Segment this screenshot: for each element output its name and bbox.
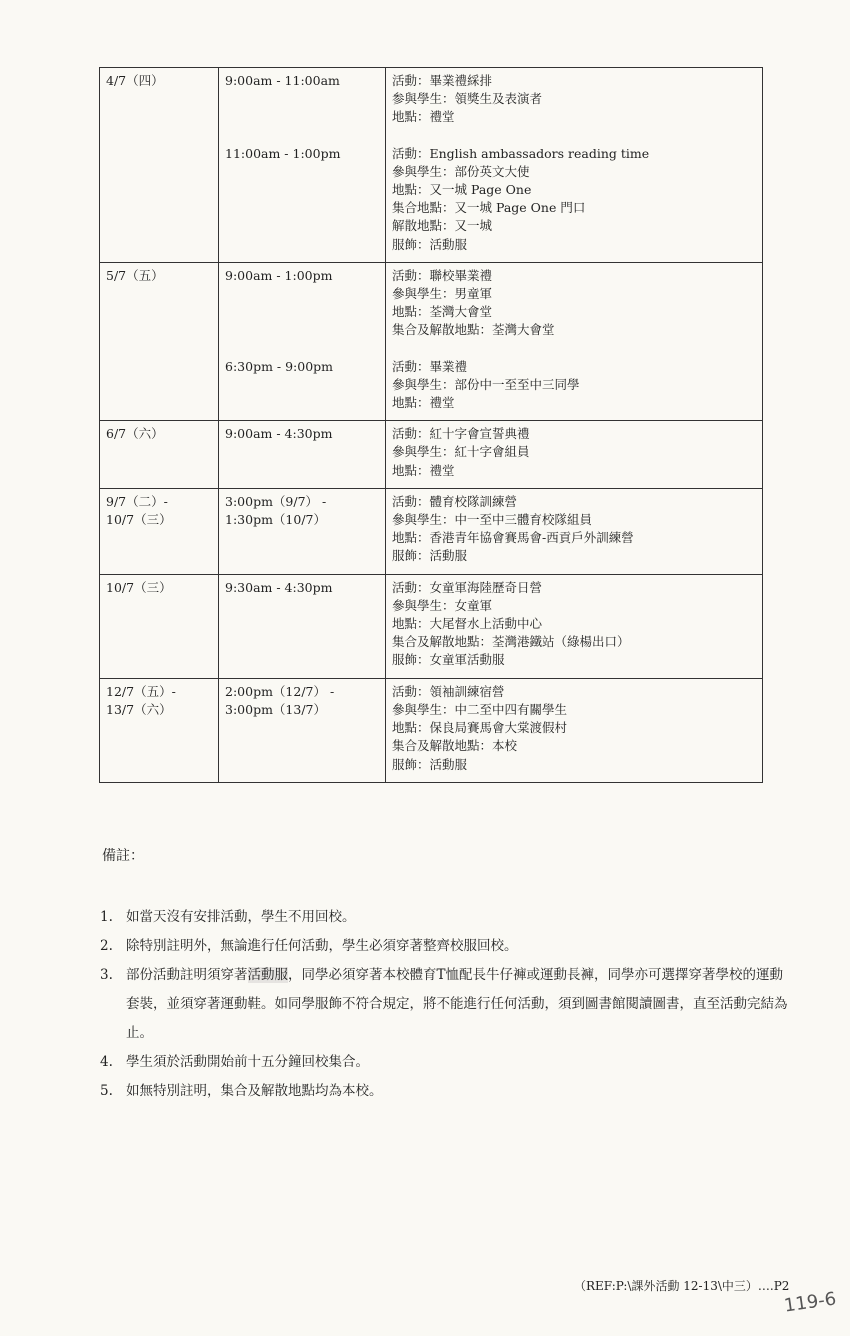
- activity-line: 活動：畢業禮綵排: [392, 73, 493, 88]
- schedule-table: [99, 67, 763, 783]
- schedule-row: [100, 68, 763, 263]
- activity-line: 服飾：女童軍活動服: [392, 652, 505, 668]
- activity-line: 活動：紅十字會宣誓典禮: [392, 426, 530, 442]
- schedule-row: [100, 262, 763, 420]
- remarks-title: 備註：: [102, 848, 144, 864]
- date-cell: [100, 262, 219, 420]
- time-line: 3:00pm（9/7） -: [225, 493, 327, 509]
- time-cell: [219, 574, 386, 678]
- activity-block: [392, 579, 756, 670]
- activity-line: 參與學生：中二至中四有關學生: [392, 701, 568, 717]
- reference-footer: （REF:P:\課外活動 12-13\中三）….P2: [574, 1279, 790, 1293]
- date-cell: [100, 488, 219, 574]
- activity-line: 參與學生：女童軍: [392, 597, 493, 613]
- activity-line: 活動：聯校畢業禮: [392, 267, 493, 283]
- activity-line: 集合及解散地點：荃灣大會堂: [392, 322, 555, 338]
- remarks-list: [100, 903, 790, 1106]
- activity-line: 參與學生：男童軍: [392, 286, 493, 302]
- activity-line: 參與學生：部份英文大使: [392, 163, 530, 179]
- date-cell: [100, 574, 219, 678]
- schedule-row: [100, 421, 763, 489]
- date-line: 13/7（六）: [106, 701, 172, 717]
- time-block: [225, 579, 379, 670]
- time-line: 1:30pm（10/7）: [225, 512, 326, 528]
- activity-block: [392, 267, 756, 340]
- activity-line: 活動：領袖訓練宿營: [392, 683, 505, 699]
- activity-line: 集合地點：又一城 Page One 門口: [392, 200, 586, 216]
- time-line: 2:00pm（12/7） -: [225, 683, 335, 699]
- activity-cell: [386, 68, 763, 263]
- activity-line: 活動：體育校隊訓練營: [392, 493, 518, 509]
- activity-block: [392, 72, 756, 127]
- date-line: 6/7（六）: [106, 426, 164, 442]
- date-line: 10/7（三）: [106, 512, 172, 528]
- time-block: [225, 425, 379, 480]
- remark-item: [100, 932, 790, 961]
- remark-number: 2.: [100, 938, 113, 954]
- date-line: 12/7（五）-: [106, 683, 176, 699]
- remark-text: 學生須於活動開始前十五分鐘回校集合。: [126, 1054, 369, 1070]
- activity-block: [392, 145, 756, 254]
- activity-block: [392, 493, 756, 566]
- remark-highlight: 活動服: [247, 967, 288, 983]
- date-cell: [100, 678, 219, 782]
- date-line: 4/7（四）: [106, 73, 164, 88]
- remark-number: 3.: [100, 967, 113, 983]
- time-block: [225, 358, 379, 413]
- activity-line: 地點：大尾督水上活動中心: [392, 616, 543, 632]
- time-cell: [219, 488, 386, 574]
- activity-cell: [386, 262, 763, 420]
- time-block: [225, 145, 379, 254]
- activity-line: 地點：保良局賽馬會大棠渡假村: [392, 720, 568, 736]
- activity-line: 地點：禮堂: [392, 395, 455, 411]
- activity-line: 参與學生：領獎生及表演者: [392, 91, 543, 107]
- activity-line: 地點：禮堂: [392, 462, 455, 478]
- activity-line: 活動：English ambassadors reading time: [392, 145, 650, 161]
- remark-text-pre: 部份活動註明須穿著: [126, 967, 248, 983]
- activity-line: 集合及解散地點：荃灣港鐵站（綠楊出口）: [392, 634, 630, 650]
- remark-number: 1.: [100, 909, 113, 925]
- activity-line: 解散地點：又一城: [392, 218, 493, 234]
- activity-line: 地點：禮堂: [392, 109, 455, 125]
- activity-line: 參與學生：中一至中三體育校隊組員: [392, 512, 593, 528]
- activity-line: 服飾：活動服: [392, 236, 468, 252]
- time-line: 3:00pm（13/7）: [225, 701, 326, 717]
- schedule-body: [100, 68, 763, 783]
- activity-line: 服飾：活動服: [392, 756, 468, 772]
- schedule-row: [100, 574, 763, 678]
- remark-number: 5.: [100, 1083, 113, 1099]
- remark-item: [100, 1048, 790, 1077]
- activity-block: [392, 425, 756, 480]
- time-line: 9:00am - 4:30pm: [225, 426, 333, 442]
- time-cell: [219, 421, 386, 489]
- remark-number: 4.: [100, 1054, 113, 1070]
- time-line: 6:30pm - 9:00pm: [225, 358, 334, 374]
- activity-cell: [386, 488, 763, 574]
- activity-cell: [386, 421, 763, 489]
- remark-item: [100, 961, 790, 1048]
- activity-line: 地點：荃灣大會堂: [392, 304, 493, 320]
- activity-cell: [386, 574, 763, 678]
- remark-text: 如當天沒有安排活動，學生不用回校。: [126, 909, 356, 925]
- time-cell: [219, 68, 386, 263]
- time-block: [225, 683, 379, 774]
- remark-text: 除特別註明外，無論進行任何活動，學生必須穿著整齊校服回校。: [126, 938, 518, 954]
- time-cell: [219, 678, 386, 782]
- activity-line: 地點：香港青年協會賽馬會-西貢戶外訓練營: [392, 530, 634, 546]
- activity-line: 參與學生：部份中一至至中三同學: [392, 376, 580, 392]
- activity-line: 服飾：活動服: [392, 548, 468, 564]
- schedule-row: [100, 678, 763, 782]
- activity-line: 地點：又一城 Page One: [392, 182, 532, 198]
- time-line: 9:30am - 4:30pm: [225, 579, 333, 595]
- schedule-row: [100, 488, 763, 574]
- activity-line: 活動：畢業禮: [392, 358, 468, 374]
- time-block: [225, 267, 379, 340]
- activity-block: [392, 683, 756, 774]
- time-block: [225, 72, 379, 127]
- handwritten-page-number: 119-6: [782, 1288, 838, 1317]
- activity-line: 參與學生：紅十字會組員: [392, 444, 530, 460]
- date-cell: [100, 421, 219, 489]
- time-line: 9:00am - 1:00pm: [225, 267, 333, 283]
- remark-text-post: ，同學必須穿著本校體育T恤配長牛仔褲或運動長褲，同學亦可選擇穿著學校的運動套裝，並須穿著運動鞋。如同學服飾不符合規定，將不能進行任何活動，須到圖書館閱讀圖書，直至活動完結為止。: [126, 967, 788, 1041]
- date-line: 9/7（二）-: [106, 493, 168, 509]
- activity-block: [392, 358, 756, 413]
- date-line: 5/7（五）: [106, 267, 164, 283]
- remark-item: [100, 903, 790, 932]
- activity-line: 集合及解散地點：本校: [392, 738, 518, 754]
- remark-item: [100, 1077, 790, 1106]
- date-line: 10/7（三）: [106, 579, 172, 595]
- date-cell: [100, 68, 219, 263]
- activity-cell: [386, 678, 763, 782]
- time-cell: [219, 262, 386, 420]
- activity-line: 活動：女童軍海陸歷奇日營: [392, 579, 543, 595]
- time-line: 11:00am - 1:00pm: [225, 145, 341, 161]
- time-line: 9:00am - 11:00am: [225, 73, 340, 88]
- time-block: [225, 493, 379, 566]
- remark-text: 如無特別註明，集合及解散地點均為本校。: [126, 1083, 383, 1099]
